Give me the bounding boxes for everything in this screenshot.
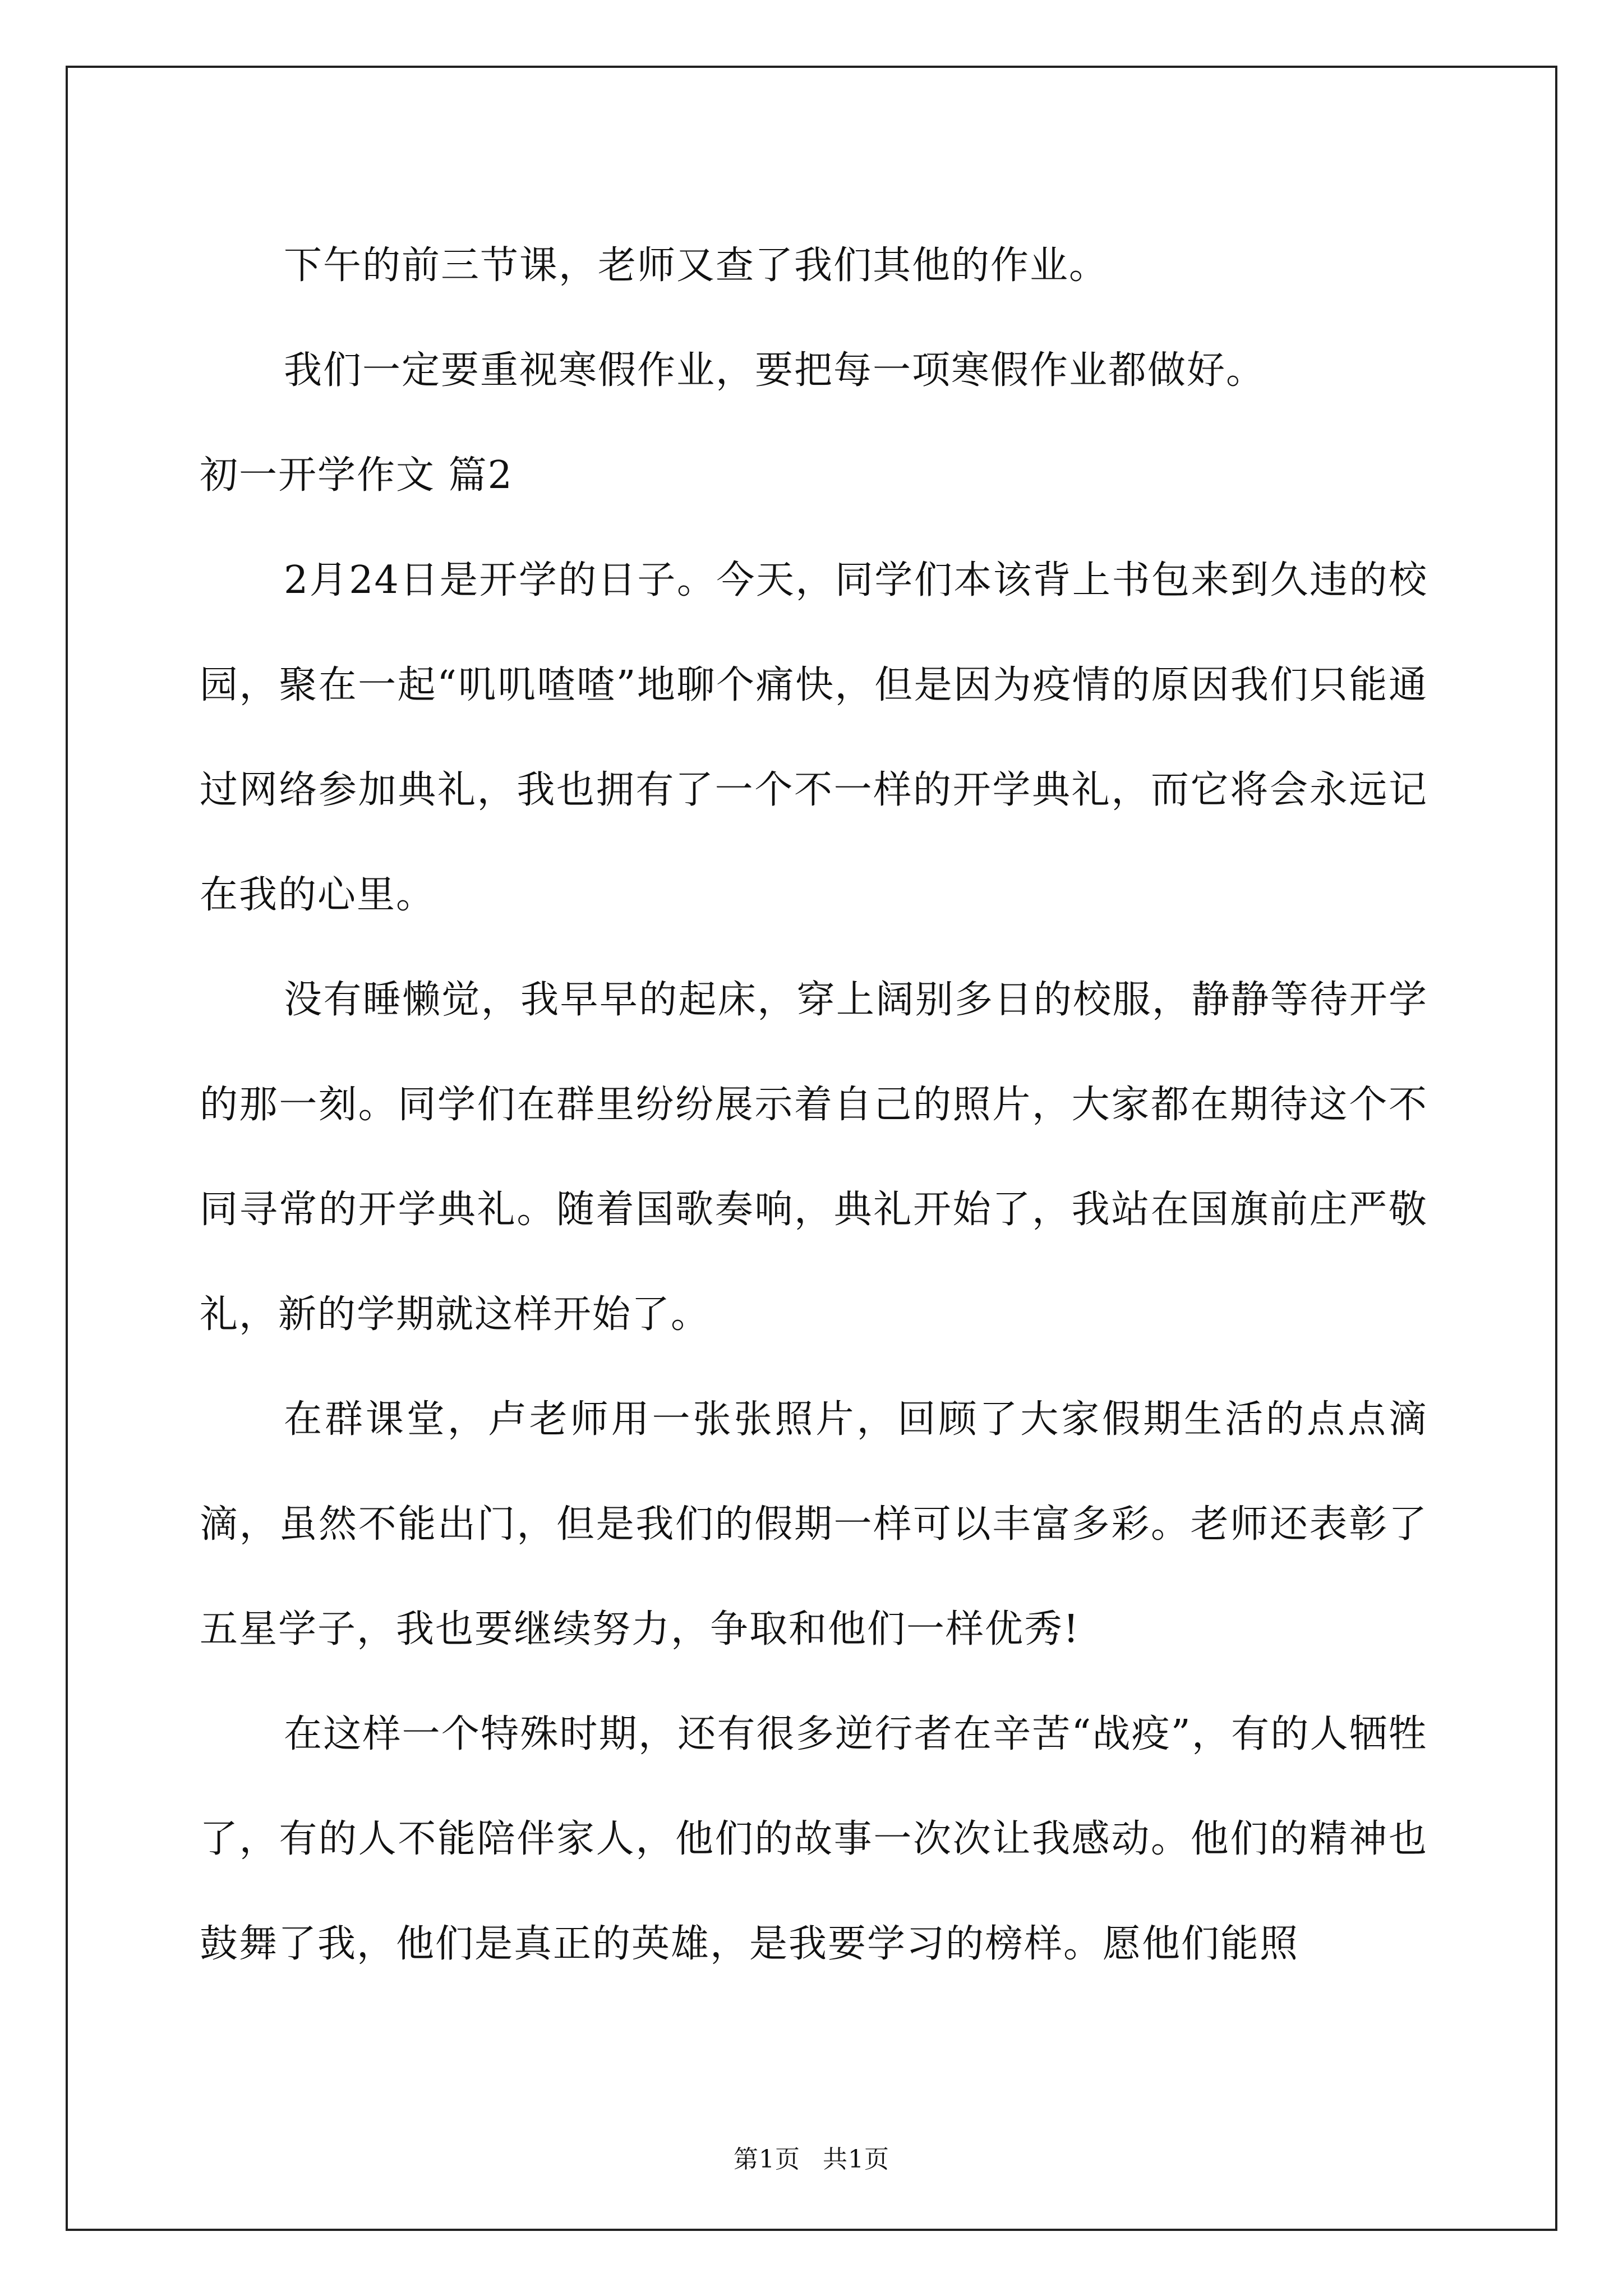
paragraph: 我们一定要重视寒假作业，要把每一项寒假作业都做好。	[284, 348, 1266, 393]
paragraph: 下午的前三节课，老师又查了我们其他的作业。	[284, 243, 1109, 288]
page-total: 共1页	[823, 2145, 889, 2174]
page-footer	[0, 2143, 1623, 2177]
paragraph: 2月24日是开学的日子。今天，同学们本该背上书包来到久违的校园，聚在一起“叽叽喳喳”地聊个痛快，但是因为疫情的原因我们只能通过网络参加典礼，我也拥有了一个不一样的开学典礼，而它将会永远记在我的心里。	[200, 558, 1428, 917]
paragraph: 在这样一个特殊时期，还有很多逆行者在辛苦“战疫”，有的人牺牲了，有的人不能陪伴家人，他们的故事一次次让我感动。他们的精神也鼓舞了我，他们是真正的英雄，是我要学习的榜样。愿他们能照	[200, 1712, 1428, 1966]
paragraph: 在群课堂，卢老师用一张张照片，回顾了大家假期生活的点点滴滴，虽然不能出门，但是我们的假期一样可以丰富多彩。老师还表彰了五星学子，我也要继续努力，争取和他们一样优秀!	[200, 1397, 1428, 1651]
paragraph: 没有睡懒觉，我早早的起床，穿上阔别多日的校服，静静等待开学的那一刻。同学们在群里纷纷展示着自己的照片，大家都在期待这个不同寻常的开学典礼。随着国歌奏响，典礼开始了，我站在国旗前庄严敬礼，新的学期就这样开始了。	[200, 978, 1428, 1337]
page-number: 第1页	[734, 2145, 800, 2174]
section-heading: 初一开学作文 篇2	[200, 453, 513, 498]
document-body	[200, 213, 1428, 1996]
